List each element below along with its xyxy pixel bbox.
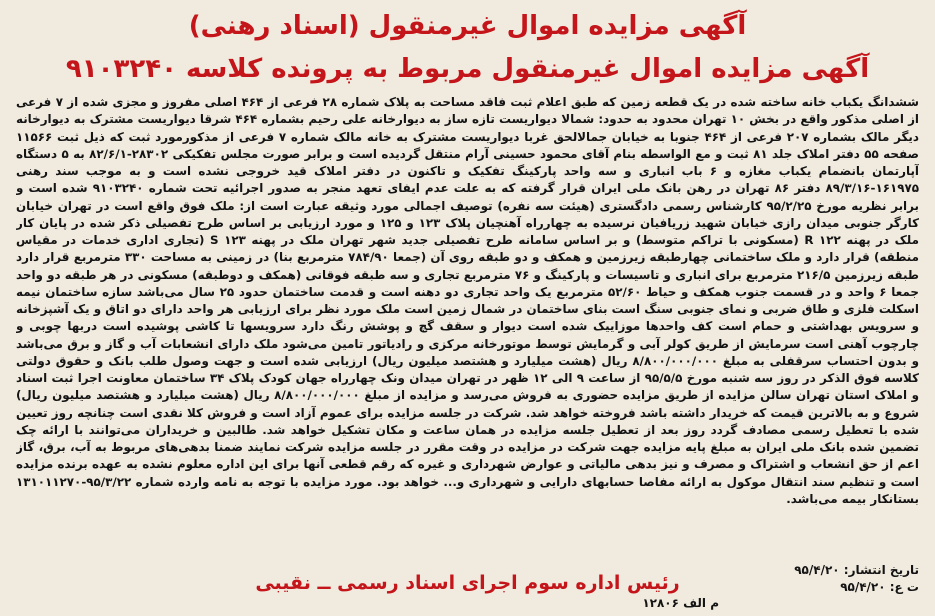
- notice-title: آگهی مزایده اموال غیرمنقول (اسناد رهنی): [188, 11, 747, 41]
- secondary-date: ت ع: ۹۵/۴/۲۰: [840, 580, 919, 594]
- notice-body: ششدانگ یکباب خانه ساخته شده در یک قطعه زمین که طبق اعلام ثبت فاقد مساحت به پلاک شماره ۲۸ فرعی از ۴۶۴ اصلی مفروز و مجزی شده از ۷ فرعی از اصلی مذکور واقع در بخش ۱۰ تهران محدود به حدود: شمالا دیواریست تازه ساز به دیوارخانه علی رحیم بشماره ۴۶۴ شرقا دیواریست مشترک به دیوارخانه دیگر مالک بشماره ۲۰۷ فرعی از ۴۶۴ جنوبا به خیابان جمالالحق غربا دیواریست مشترک به خانه مالک شماره ۷ فرعی از مذکورمورد ثبت که ذیل ثبت ۱۱۵۶۶ صفحه ۵۵ دفتر املاک جلد ۸۱ ثبت و مع الواسطه بنام آقای محمود حسینی آرام منتقل گردیده است و برابر صورت مجلس تفکیکی ۲۸۳۰۲-۸۲/۶/۱ به ۵ دستگاه آپارتمان بانضمام یکباب مغازه و ۶ باب انباری و سه واحد پارکینگ تفکیک و تاکنون در دفتر املاک قید خروجی نشده است و به موجب سند رهنی ۱۶۱۹۷۵-۸۹/۳/۱۶ دفتر ۸۶ تهران در رهن بانک ملی ایران قرار گرفته که به علت عدم ایفای تعهد منجر به صدور اجرائیه تحت شماره ۹۱۰۳۲۴۰ شده است و برابر نظریه مورخ ۹۵/۲/۲۵ کارشناس رسمی دادگستری (هیئت سه نفره) توصیف اجمالی مورد وثیقه عبارت است از: ملک فوق واقع است در تهران خیابان کارگر جنوبی میدان رازی خیابان شهید زریافیان نرسیده به چهارراه آهنچیان پلاک ۱۲۳ و ۱۲۵ و مورد ارزیابی بر اساس طرح تفصیلی ذکر شده در پایان کار ملک در پهنه R ۱۲۲ (مسکونی با تراکم متوسط) و بر اساس سامانه طرح تفصیلی جدید شهر تهران ملک در پهنه S ۱۲۳ (تجاری اداری خدمات در مقیاس منطقه) قرار دارد و ملک ساختمانی چهارطبقه زیرزمین و همکف و دو طبقه روی آن (جمعا ۷۸۴/۹۰ مترمربع بنا) در زمینی به مساحت ۳۳۰ مترمربع قرار دارد طبقه زیرزمین ۲۱۶/۵ مترمربع برای انباری و تاسیسات و پارکینگ و ۷۶ مترمربع تجاری و سه طبقه فوقانی (همکف و دوطبقه) مسکونی در هر طبقه دو واحد جمعا ۶ واحد و در قسمت جنوب همکف و حیاط ۵۲/۶۰ مترمربع یک واحد تجاری دو دهنه است و قدمت ساختمان حدود ۲۵ سال می‌باشد سازه ساختمان نیمه اسکلت فلزی و طاق ضربی و نمای جنوبی سنگ است بنای ساختمان در شمال زمین است ملک مورد نظر برای ارزیابی هر واحد دارای دو اتاق و یک آشپزخانه و سرویس بهداشتی و حمام است کف واحدها موزاییک شده است دیوار و سقف گچ و پوشش رنگ دارد سرویسها تا کاشی پوشیده است دربها چوبی و چارچوب آهنی است سرمایش از طریق کولر آبی و گرمایش توسط موتورخانه مرکزی و رادیاتور تامین می‌شود ملک دارای انشعابات آب و گاز و برق می‌باشد و بدون احتساب سرقفلی به مبلغ ۸/۸۰۰/۰۰۰/۰۰۰ ریال (هشت میلیارد و هشتصد میلیون ریال) ارزیابی شده است و جهت وصول طلب بانک و حقوق دولتی کلاسه فوق الذکر در روز سه شنبه مورخ ۹۵/۵/۵ از ساعت ۹ الی ۱۲ ظهر در تهران میدان ونک چهارراه جهان کودک پلاک ۳۴ ساختمان معاونت اجرا ثبت اسناد و املاک استان تهران سالن مزایده از طریق مزایده حضوری به فروش می‌رسد و مزایده از مبلغ ۸/۸۰۰/۰۰۰/۰۰۰ ریال (هشت میلیارد و هشتصد میلیون ریال) شروع و به بالاترین قیمت که خریدار داشته باشد فروخته خواهد شد. شرکت در جلسه مزایده برای عموم آزاد است و فروش کلا نقدی است چنانچه روز تعیین شده با تعطیل رسمی مصادف گردد روز بعد از تعطیل جلسه مزایده در همان ساعت و مکان تشکیل خواهد شد. طالبین و خریداران می‌توانند با ارائه چک تضمین شده بانک ملی ایران به مبلغ پایه مزایده جهت شرکت در مزایده در وقت مقرر در جلسه مزایده شرکت نمایند ضمنا بدهی‌های مربوط به آب، برق، گاز اعم از حق انشعاب و اشتراک و مصرف و نیز بدهی مالیاتی و عوارض شهرداری و غیره که رقم قطعی آنها برای این اداره معلوم نشده به عهده برنده مزایده است و تنظیم سند انتقال موکول به ارائه مفاصا حسابهای دارایی و شهرداری و... خواهد بود. مورد مزایده با توجه به نامه وارده شماره ۹۵/۳/۲۲-۱۳۱۰۱۱۲۷۰ بستانکار بیمه می‌باشد.: [16, 95, 919, 506]
- signature: رئیس اداره سوم اجرای اسناد رسمی ــ نقیبی: [255, 572, 680, 594]
- notice-subtitle: آگهی مزایده اموال غیرمنقول مربوط به پرونده کلاسه ۹۱۰۳۲۴۰: [65, 54, 870, 84]
- reference-code: م الف ۱۲۸۰۶: [642, 596, 719, 610]
- notice-footer: [16, 562, 919, 614]
- publish-date: تاریخ انتشار: ۹۵/۴/۲۰: [794, 563, 919, 577]
